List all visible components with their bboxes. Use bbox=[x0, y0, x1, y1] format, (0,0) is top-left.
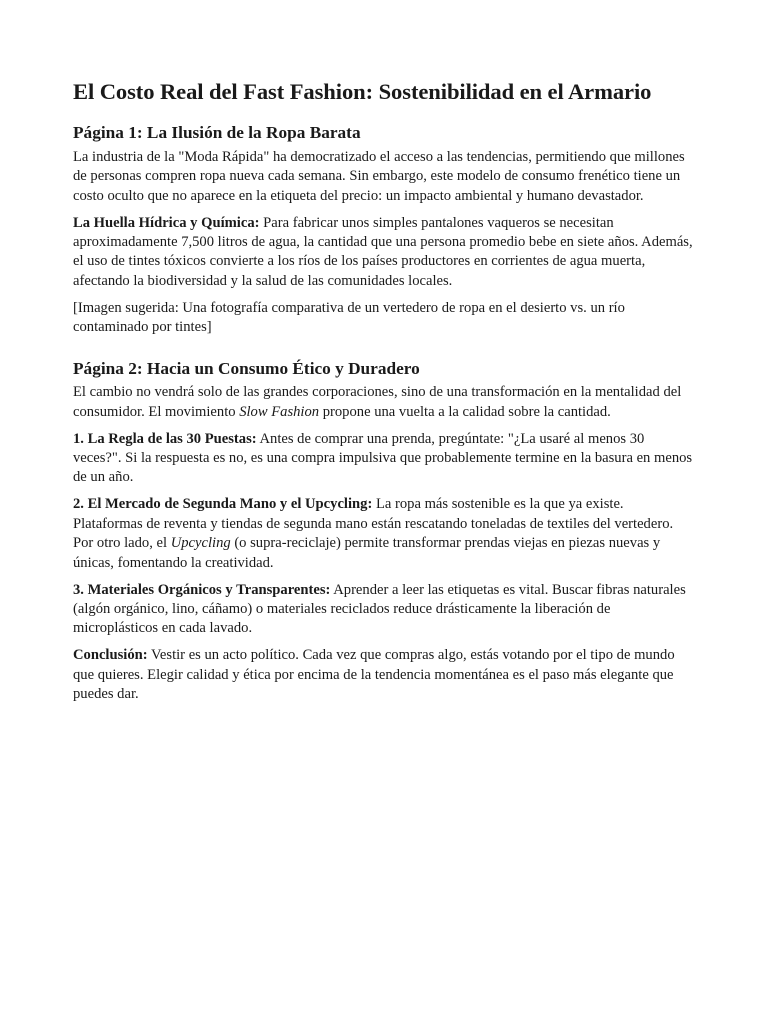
rule-2-label: 2. El Mercado de Segunda Mano y el Upcycling: bbox=[73, 496, 373, 513]
page-1-heading: Página 1: La Ilusión de la Ropa Barata bbox=[73, 123, 361, 143]
water-footprint-label: La Huella Hídrica y Química: bbox=[73, 214, 260, 231]
rule-3-paragraph bbox=[73, 581, 695, 639]
page-2-intro-end: propone una vuelta a la calidad sobre la cantidad. bbox=[319, 403, 611, 420]
conclusion-label: Conclusión: bbox=[73, 647, 148, 664]
conclusion-paragraph bbox=[73, 646, 695, 704]
suggested-image-note: [Imagen sugerida: Una fotografía comparativa de un vertedero de ropa en el desierto vs. un río contaminado por tintes] bbox=[73, 299, 625, 336]
page-2-intro bbox=[73, 383, 695, 422]
section-page-1 bbox=[73, 122, 695, 337]
document-title: El Costo Real del Fast Fashion: Sostenibilidad en el Armario bbox=[73, 79, 652, 104]
rule-2-paragraph bbox=[73, 495, 695, 573]
rule-1-paragraph bbox=[73, 430, 695, 488]
slow-fashion-term: Slow Fashion bbox=[239, 403, 320, 420]
conclusion-text: Vestir es un acto político. Cada vez que compras algo, estás votando por el tipo de mundo que quieres. Elegir calidad y ética por encima de la tendencia momentánea es el paso más elegante que puedes dar. bbox=[73, 647, 675, 703]
rule-1-label: 1. La Regla de las 30 Puestas: bbox=[73, 430, 257, 447]
section-page-2 bbox=[73, 358, 695, 705]
rule-3-label: 3. Materiales Orgánicos y Transparentes: bbox=[73, 581, 331, 598]
water-footprint-paragraph bbox=[73, 214, 695, 292]
rule-1-text: Antes de comprar una prenda, pregúntate: "¿La usaré al menos 30 veces?". Si la respuesta es no, es una compra impulsiva que probablemente termine en la basura en menos de un año. bbox=[73, 430, 693, 486]
page-2-heading: Página 2: Hacia un Consumo Ético y Duradero bbox=[73, 358, 420, 378]
water-footprint-text: Para fabricar unos simples pantalones vaqueros se necesitan aproximadamente 7,500 litros de agua, la cantidad que una persona promedio bebe en siete años. Además, el uso de tintes tóxicos convierte a los ríos de los países productores en corrientes de agua muerta, afectando la biodiversidad y la salud de las comunidades locales. bbox=[73, 214, 693, 289]
page-1-intro: La industria de la "Moda Rápida" ha democratizado el acceso a las tendencias, permitiendo que millones de personas compren ropa nueva cada semana. Sin embargo, este modelo de consumo frenético tiene un costo oculto que no aparece en la etiqueta del precio: un impacto ambiental y humano devastador. bbox=[73, 148, 685, 204]
rule-3-text: Aprender a leer las etiquetas es vital. Buscar fibras naturales (algón orgánico, lino, cáñamo) o materiales reciclados reduce drásticamente la liberación de microplásticos en cada lavado. bbox=[73, 581, 686, 637]
upcycling-term: Upcycling bbox=[170, 535, 231, 552]
rule-2-text-start: La ropa más sostenible es la que ya existe. Plataformas de reventa y tiendas de segunda mano están rescatando toneladas de textiles del vertedero. Por otro lado, el bbox=[73, 496, 674, 552]
rule-2-text-end: (o supra-reciclaje) permite transformar prendas viejas en piezas nuevas y únicas, fomentando la creatividad. bbox=[73, 535, 661, 571]
page-2-intro-start: El cambio no vendrá solo de las grandes corporaciones, sino de una transformación en la mentalidad del consumidor. El movimiento bbox=[73, 384, 682, 420]
